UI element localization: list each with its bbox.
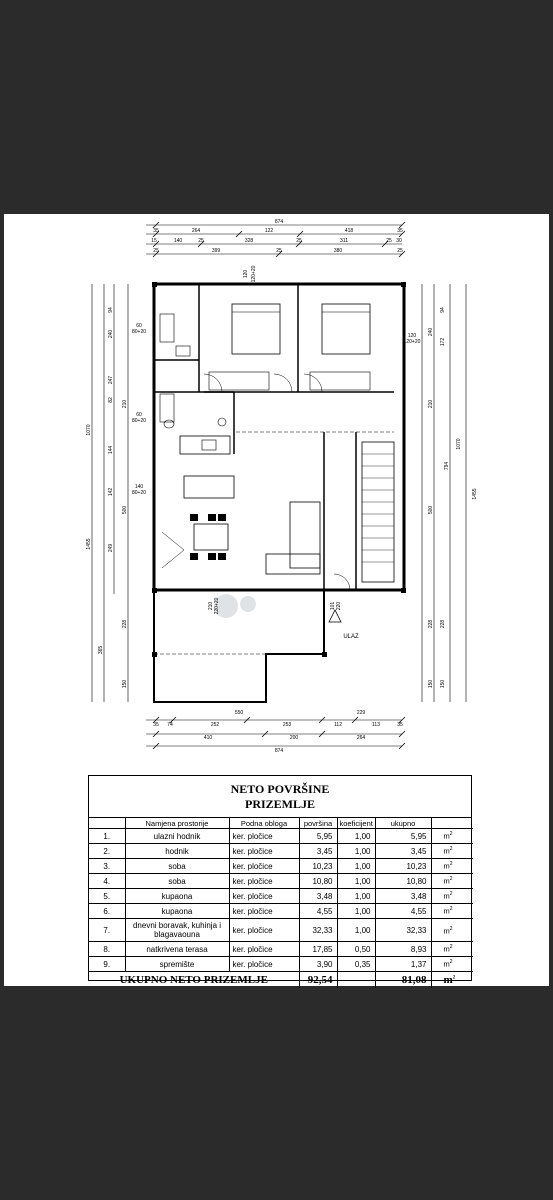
row-area: 3,48 <box>299 889 337 904</box>
col-header: koeficijent <box>337 818 375 829</box>
row-room-name: natkrivena terasa <box>125 942 229 957</box>
opening-sub-3: 120+20 <box>251 265 257 283</box>
row-floor-cover: ker. pločice <box>229 859 299 874</box>
row-coefficient: 1,00 <box>337 829 375 844</box>
table-title-line2: PRIZEMLJE <box>244 797 315 811</box>
dim-right-7: 150 <box>428 679 434 689</box>
col-header: Podna obloga <box>229 818 299 829</box>
dim-top-r2-0: 15 <box>151 238 157 244</box>
opening-sub-2: 80+20 <box>131 490 147 496</box>
dim-top-r3-1: 399 <box>211 248 221 254</box>
dim-bottom-r2-0: 410 <box>203 735 213 741</box>
row-unit: $m^2$ <box>431 874 473 889</box>
row-coefficient: 1,00 <box>337 859 375 874</box>
row-room-name: soba <box>125 859 229 874</box>
dim-top-r2-1: 140 <box>173 238 183 244</box>
opening-label-4: 120 <box>407 333 417 339</box>
dim-top-r3-4: 25 <box>397 248 403 254</box>
row-index: 8. <box>89 942 125 957</box>
row-coefficient: 0,35 <box>337 957 375 972</box>
col-header: površina <box>299 818 337 829</box>
dim-top-r2-7: 30 <box>396 238 402 244</box>
dim-top-r1-3: 418 <box>344 228 354 234</box>
row-room-name: dnevni boravak, kuhinja i blagavaouna <box>125 919 229 942</box>
dim-left-4: 210 <box>122 399 128 409</box>
row-total: 8,93 <box>375 942 431 957</box>
row-unit: $m^2$ <box>431 904 473 919</box>
row-floor-cover: ker. pločice <box>229 904 299 919</box>
row-room-name: spremište <box>125 957 229 972</box>
row-index: 5. <box>89 889 125 904</box>
row-unit: $m^2$ <box>431 957 473 972</box>
opening-label-1: 60 <box>136 412 142 418</box>
dim-bottom-r2-2: 264 <box>356 735 366 741</box>
row-room-name: kupaona <box>125 889 229 904</box>
dim-right-1: 240 <box>428 327 434 337</box>
row-floor-cover: ker. pločice <box>229 957 299 972</box>
dim-top-overall: 874 <box>274 219 284 225</box>
opening-sub-0: 80+20 <box>131 329 147 335</box>
col-header: Namjena prostorije <box>125 818 229 829</box>
dim-left-3: 82 <box>108 397 114 403</box>
opening-label-6: 101 <box>330 601 336 611</box>
table-row <box>89 957 473 972</box>
row-index: 6. <box>89 904 125 919</box>
col-header <box>431 818 473 829</box>
total-value: 81,08 <box>375 972 431 989</box>
row-floor-cover: ker. pločice <box>229 829 299 844</box>
row-index: 4. <box>89 874 125 889</box>
dim-right-overall-b: 1455 <box>472 488 478 500</box>
dim-right-4: 794 <box>444 461 450 471</box>
dim-right-0: 94 <box>440 307 446 313</box>
dim-left-1: 240 <box>108 329 114 339</box>
row-unit: $m^2$ <box>431 844 473 859</box>
dim-left-10: 228 <box>122 619 128 629</box>
dim-right-5: 500 <box>428 505 434 515</box>
row-total: 10,80 <box>375 874 431 889</box>
dim-left-5: 144 <box>108 445 114 455</box>
row-index: 3. <box>89 859 125 874</box>
row-coefficient: 1,00 <box>337 889 375 904</box>
row-area: 10,80 <box>299 874 337 889</box>
row-total: 32,33 <box>375 919 431 942</box>
area-table <box>89 818 473 988</box>
dim-right-2: 172 <box>440 337 446 347</box>
col-header: ukupno <box>375 818 431 829</box>
dim-right-3: 210 <box>428 399 434 409</box>
dim-left-overall-b: 1455 <box>86 538 92 550</box>
col-header <box>89 818 125 829</box>
row-unit: $m^2$ <box>431 889 473 904</box>
row-unit: $m^2$ <box>431 859 473 874</box>
dim-left-8: 249 <box>108 543 114 553</box>
dim-bottom-r1-2: 252 <box>210 722 220 728</box>
opening-sub-5: 220+20 <box>214 597 220 615</box>
row-room-name: kupaona <box>125 904 229 919</box>
table-title <box>89 776 471 818</box>
table-row <box>89 829 473 844</box>
row-unit: $m^2$ <box>431 942 473 957</box>
dim-right-9: 150 <box>440 679 446 689</box>
table-row <box>89 942 473 957</box>
row-room-name: ulazni hodnik <box>125 829 229 844</box>
row-floor-cover: ker. pločice <box>229 942 299 957</box>
total-coef-empty <box>337 972 375 989</box>
row-floor-cover: ker. pločice <box>229 844 299 859</box>
dim-left-2: 247 <box>108 375 114 385</box>
dim-top-r2-4: 25 <box>296 238 302 244</box>
row-floor-cover: ker. pločice <box>229 889 299 904</box>
dim-left-9: 365 <box>98 645 104 655</box>
dim-top-r2-2: 25 <box>198 238 204 244</box>
dim-bottom-r1-6: 35 <box>397 722 403 728</box>
table-row <box>89 919 473 942</box>
row-area: 3,45 <box>299 844 337 859</box>
dim-top-r3-3: 380 <box>333 248 343 254</box>
table-title-line1: NETO POVRŠINE <box>230 782 330 796</box>
dim-bottom-r1-0: 35 <box>153 722 159 728</box>
row-total: 3,48 <box>375 889 431 904</box>
opening-label-2: 140 <box>134 484 144 490</box>
net-area-table <box>88 775 472 986</box>
dim-left-overall-a: 1070 <box>86 424 92 436</box>
dim-right-6: 228 <box>428 619 434 629</box>
row-total: 5,95 <box>375 829 431 844</box>
dim-bottom-r1-3: 253 <box>282 722 292 728</box>
row-area: 32,33 <box>299 919 337 942</box>
total-label: UKUPNO NETO PRIZEMLJE <box>89 972 299 989</box>
row-coefficient: 1,00 <box>337 919 375 942</box>
row-floor-cover: ker. pločice <box>229 919 299 942</box>
floor-plan <box>4 214 549 774</box>
row-total: 10,23 <box>375 859 431 874</box>
dim-left-0: 94 <box>108 307 114 313</box>
row-area: 10,23 <box>299 859 337 874</box>
dim-bottom-r2-1: 200 <box>289 735 299 741</box>
dim-top-r2-6: 25 <box>386 238 392 244</box>
row-area: 17,85 <box>299 942 337 957</box>
row-unit: $m^2$ <box>431 919 473 942</box>
dim-bottom-overall: 874 <box>274 748 284 754</box>
dim-top-r2-5: 311 <box>340 238 348 244</box>
row-room-name: soba <box>125 874 229 889</box>
dim-top-r1-1: 264 <box>191 228 201 234</box>
row-coefficient: 1,00 <box>337 844 375 859</box>
table-row <box>89 874 473 889</box>
dim-left-6: 142 <box>108 487 114 497</box>
opening-label-0: 60 <box>136 323 142 329</box>
dim-top-r1-4: 35 <box>397 228 403 234</box>
dim-left-11: 150 <box>122 679 128 689</box>
dim-top-r1-2: 122 <box>264 228 274 234</box>
row-index: 1. <box>89 829 125 844</box>
dim-bottom-r1-5: 113 <box>372 722 380 728</box>
row-total: 1,37 <box>375 957 431 972</box>
row-area: 5,95 <box>299 829 337 844</box>
dim-right-overall-a: 1070 <box>456 438 462 450</box>
row-coefficient: 0,50 <box>337 942 375 957</box>
drawing-sheet <box>4 214 549 986</box>
table-row <box>89 889 473 904</box>
row-area: 4,55 <box>299 904 337 919</box>
dim-bottom-top: 550 <box>234 710 244 716</box>
dim-top-r3-0: 25 <box>153 248 159 254</box>
opening-sub-1: 80+20 <box>131 418 147 424</box>
total-unit: $m^2$ <box>431 972 473 989</box>
dim-left-7: 500 <box>122 505 128 515</box>
opening-sub-4: 120+20 <box>403 339 421 345</box>
row-total: 3,45 <box>375 844 431 859</box>
opening-label-3: 120 <box>243 269 249 279</box>
row-coefficient: 1,00 <box>337 874 375 889</box>
dim-top-r3-2: 25 <box>276 248 282 254</box>
dim-bottom-r1-1: 74 <box>167 722 173 728</box>
dim-bottom-mid: 229 <box>356 710 366 716</box>
opening-label-5: 210 <box>208 601 214 611</box>
row-coefficient: 1,00 <box>337 904 375 919</box>
table-row <box>89 859 473 874</box>
row-room-name: hodnik <box>125 844 229 859</box>
dim-top-r1-0: 35 <box>153 228 159 234</box>
dim-bottom-r1-4: 112 <box>334 722 342 728</box>
opening-sub-6: 220 <box>336 601 342 611</box>
row-floor-cover: ker. pločice <box>229 874 299 889</box>
row-unit: $m^2$ <box>431 829 473 844</box>
dim-top-r2-3: 328 <box>244 238 254 244</box>
entrance-label: ULAZ <box>343 634 359 640</box>
table-row <box>89 904 473 919</box>
row-area: 3,90 <box>299 957 337 972</box>
row-index: 9. <box>89 957 125 972</box>
total-area: 92,54 <box>299 972 337 989</box>
dim-right-8: 228 <box>440 619 446 629</box>
row-index: 7. <box>89 919 125 942</box>
table-header-row <box>89 818 473 829</box>
table-total-row <box>89 972 473 989</box>
table-row <box>89 844 473 859</box>
row-total: 4,55 <box>375 904 431 919</box>
row-index: 2. <box>89 844 125 859</box>
